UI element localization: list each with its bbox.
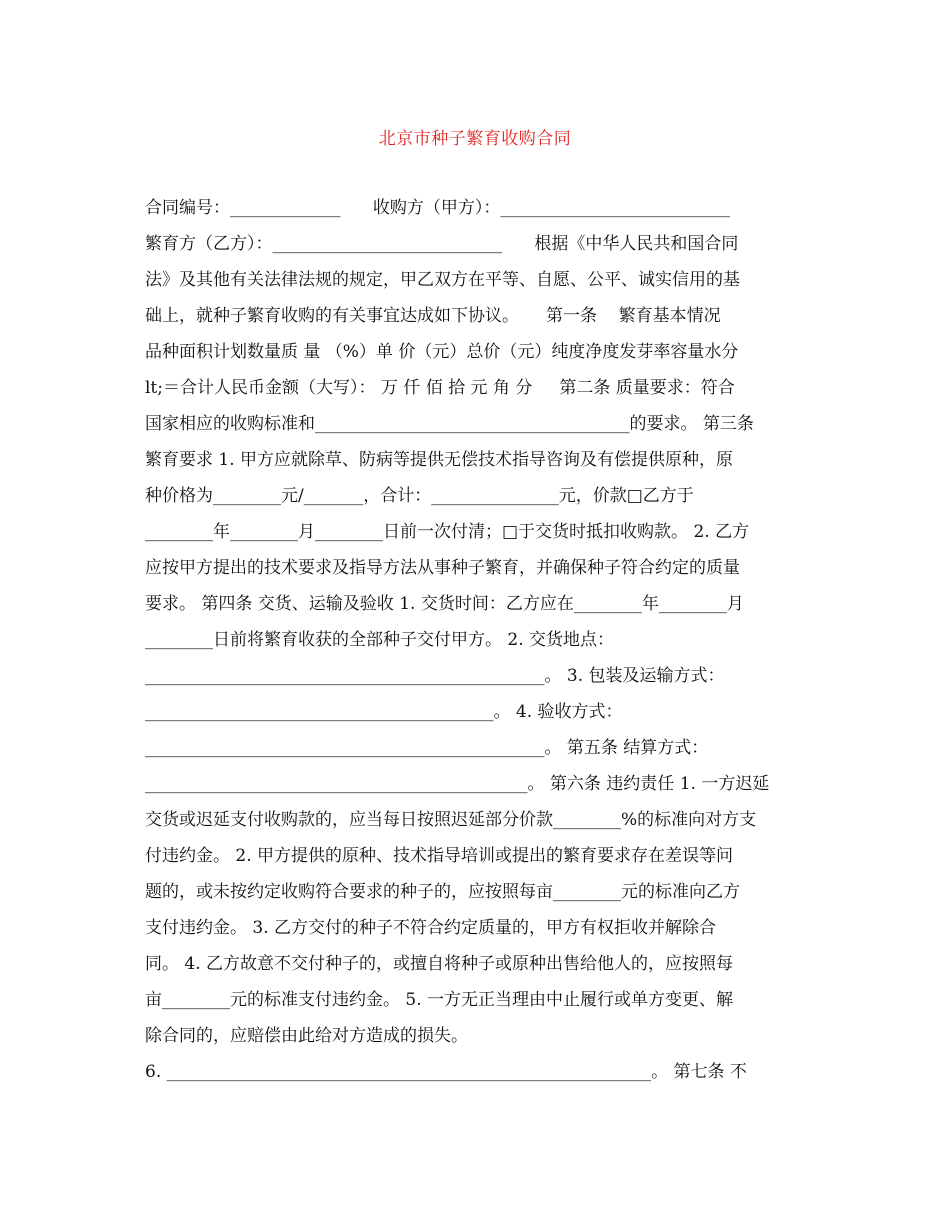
body-line: 国家相应的收购标准和_____________________________________的要求。 第三条	[145, 414, 754, 434]
body-line: 6. _________________________________________________________。 第七条 不	[145, 1062, 747, 1082]
body-line: 要求。 第四条 交货、运输及验收 1. 交货时间：乙方应在________年________月	[145, 594, 744, 614]
body-line: 同。 4. 乙方故意不交付种子的，或擅自将种子或原种出售给他人的，应按照每	[145, 954, 734, 974]
body-line: _________________________________________。 4. 验收方式：	[145, 702, 623, 722]
body-line: _______________________________________________。 第五条 结算方式：	[145, 738, 709, 758]
body-line: 础上，就种子繁育收购的有关事宜达成如下协议。 第一条 繁育基本情况	[145, 306, 721, 326]
body-line: 合同编号：_____________ 收购方（甲方）：___________________________	[145, 198, 730, 218]
body-line: 亩________元的标准支付违约金。 5. 一方无正当理由中止履行或单方变更、解	[145, 990, 734, 1010]
body-line: 支付违约金。 3. 乙方交付的种子不符合约定质量的，甲方有权拒收并解除合	[145, 918, 717, 938]
body-line: 交货或迟延支付收购款的，应当每日按照迟延部分价款________%的标准向对方支	[145, 810, 757, 830]
body-line: 法》及其他有关法律法规的规定，甲乙双方在平等、自愿、公平、诚实信用的基	[145, 270, 740, 290]
body-line: 付违约金。 2. 甲方提供的原种、技术指导培训或提出的繁育要求存在差误等问	[145, 846, 734, 866]
body-line: 除合同的，应赔偿由此给对方造成的损失。	[145, 1026, 468, 1046]
body-line: 繁育方（乙方）：___________________________ 根据《中华人民共和国合同	[145, 234, 739, 254]
body-line: lt;＝合计人民币金额（大写）： 万 仟 佰 拾 元 角 分 第二条 质量要求：符合	[145, 378, 735, 398]
body-line: _____________________________________________。 第六条 违约责任 1. 一方迟延	[145, 774, 770, 794]
body-line: ________日前将繁育收获的全部种子交付甲方。 2. 交货地点：	[145, 630, 615, 650]
body-line: _______________________________________________。 3. 包装及运输方式：	[145, 666, 725, 686]
page-title: 北京市种子繁育收购合同	[378, 129, 572, 149]
body-line: 种价格为________元/_______，合计：_______________元，价款□乙方于	[145, 486, 694, 506]
body-line: 品种面积计划数量质 量 （%）单 价（元）总价（元）纯度净度发芽率容量水分	[145, 342, 739, 362]
body-line: 应按甲方提出的技术要求及指导方法从事种子繁育，并确保种子符合约定的质量	[145, 558, 740, 578]
body-line: ________年________月________日前一次付清；□于交货时抵扣收购款。 2. 乙方	[145, 522, 750, 542]
body-line: 题的，或未按约定收购符合要求的种子的，应按照每亩________元的标准向乙方	[145, 882, 740, 902]
body-line: 繁育要求 1. 甲方应就除草、防病等提供无偿技术指导咨询及有偿提供原种，原	[145, 450, 734, 470]
